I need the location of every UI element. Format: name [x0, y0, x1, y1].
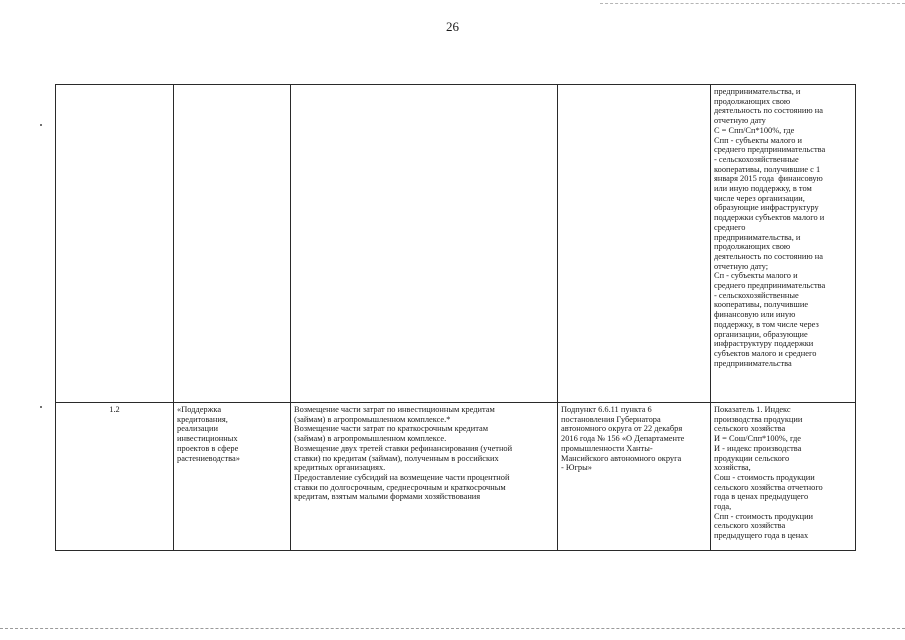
- cell-text-line: года в ценах предыдущего: [714, 492, 809, 502]
- cell-text-line: Сп - субъекты малого и: [714, 271, 798, 281]
- cell-text-line: продолжающих свою: [714, 96, 791, 106]
- indicators-table: [55, 84, 856, 551]
- cell-text-line: поддержку, в том числе через: [714, 319, 819, 329]
- cell-text-line: среднего предпринимательства: [714, 281, 826, 291]
- cell-text-line: - Югры»: [561, 463, 592, 473]
- cell-number: [56, 85, 174, 403]
- cell-text-line: (займам) в агропромышленном комплексе.: [294, 434, 447, 444]
- cell-text-line: Сош - стоимость продукции: [714, 472, 815, 482]
- cell-indicator: [711, 403, 856, 551]
- cell-text-line: ставки по долгосрочным, среднесрочным и краткосрочным: [294, 482, 506, 492]
- cell-text-line: Спп - субъекты малого и: [714, 135, 803, 145]
- cell-text-line: предпринимательства, и: [714, 87, 801, 96]
- cell-text-line: Подпункт 6.6.11 пункта 6: [561, 405, 652, 414]
- cell-description: [291, 403, 558, 551]
- cell-text-line: (займам) в агропромышленном комплексе.*: [294, 414, 451, 424]
- cell-text-line: ставки) по кредитам (займам), полученным в российских: [294, 453, 499, 463]
- cell-text-line: предпринимательства: [714, 358, 792, 368]
- cell-text-line: Возмещение двух третей ставки рефинансирования (учетной: [294, 443, 513, 453]
- cell-text-line: И = Сош/Спп*100%, где: [714, 434, 801, 444]
- scan-edge-top: [600, 3, 905, 4]
- cell-text-line: Показатель 1. Индекс: [714, 405, 791, 414]
- page-number: 26: [446, 19, 459, 34]
- cell-text-line: Спп - стоимость продукции: [714, 511, 814, 521]
- cell-text-line: деятельность по состоянию на: [714, 106, 823, 116]
- cell-text-line: числе через организации,: [714, 193, 805, 203]
- cell-text-line: производства продукции: [714, 414, 803, 424]
- cell-text-line: С = Спп/Сп*100%, где: [714, 125, 795, 135]
- cell-text-line: среднего: [714, 222, 746, 232]
- cell-legal-basis: [558, 403, 711, 551]
- scan-speck: [40, 124, 42, 126]
- cell-text-line: постановления Губернатора: [561, 414, 661, 424]
- cell-text-line: или иную поддержку, в том: [714, 184, 812, 194]
- cell-text-line: 2016 года № 156 «О Департаменте: [561, 434, 685, 444]
- cell-text-line: Возмещение части затрат по краткосрочным кредитам: [294, 424, 489, 434]
- cell-text-line: Возмещение части затрат по инвестиционным кредитам: [294, 405, 495, 414]
- cell-text-line: «Поддержка: [177, 405, 222, 414]
- cell-text-line: отчетную дату: [714, 116, 766, 126]
- cell-text-line: субъектов малого и среднего: [714, 348, 817, 358]
- cell-text-line: автономного округа от 22 декабря: [561, 424, 683, 434]
- cell-text-line: отчетную дату;: [714, 261, 769, 271]
- cell-text-line: образующие инфраструктуру: [714, 203, 819, 213]
- cell-text-line: деятельность по состоянию на: [714, 251, 823, 261]
- cell-text-line: кооперативы, получившие: [714, 300, 809, 310]
- cell-text-line: сельского хозяйства: [714, 424, 786, 434]
- cell-event-name: [174, 85, 291, 403]
- cell-text-line: года,: [714, 502, 732, 512]
- cell-text-line: кредитных организациях.: [294, 463, 386, 473]
- cell-text-line: И - индекс производства: [714, 443, 802, 453]
- cell-text-line: продолжающих свою: [714, 242, 791, 252]
- cell-text-line: проектов в сфере: [177, 443, 239, 453]
- cell-text-line: кредитования,: [177, 414, 228, 424]
- cell-text-line: инфраструктуру поддержки: [714, 339, 814, 349]
- cell-text-line: поддержки субъектов малого и: [714, 213, 825, 223]
- cell-text-line: растениеводства»: [177, 453, 240, 463]
- cell-text-line: - сельскохозяйственные: [714, 290, 799, 300]
- cell-text-line: предыдущего года в ценах: [714, 531, 809, 541]
- table-row: [56, 85, 856, 403]
- cell-event-name: [174, 403, 291, 551]
- cell-text-line: организации, образующие: [714, 329, 808, 339]
- cell-text-line: - сельскохозяйственные: [714, 154, 799, 164]
- cell-text-line: Мансийского автономного округа: [561, 453, 682, 463]
- cell-text-line: продукции сельского: [714, 453, 790, 463]
- cell-text-line: финансовую или иную: [714, 310, 796, 320]
- cell-text-line: кооперативы, получившие с 1: [714, 164, 821, 174]
- cell-indicator: [711, 85, 856, 403]
- cell-text-line: реализации: [177, 424, 218, 434]
- cell-text-line: января 2015 года финансовую: [714, 174, 823, 184]
- cell-text-line: сельского хозяйства: [714, 521, 786, 531]
- cell-text-line: сельского хозяйства отчетного: [714, 482, 823, 492]
- cell-text-line: кредитам, взятым малыми формами хозяйствования: [294, 492, 481, 502]
- cell-number: 1.2: [56, 403, 174, 551]
- cell-description: [291, 85, 558, 403]
- cell-text-line: инвестиционных: [177, 434, 238, 444]
- cell-legal-basis: [558, 85, 711, 403]
- cell-text-line: хозяйства,: [714, 463, 751, 473]
- cell-text-line: Предоставление субсидий на возмещение части процентной: [294, 472, 510, 482]
- cell-text-line: промышленности Ханты-: [561, 443, 653, 453]
- cell-text-line: среднего предпринимательства: [714, 145, 826, 155]
- cell-text-line: предпринимательства, и: [714, 232, 801, 242]
- scan-speck: [40, 406, 42, 408]
- scan-edge-bottom: [0, 628, 905, 629]
- table-row: [56, 403, 856, 551]
